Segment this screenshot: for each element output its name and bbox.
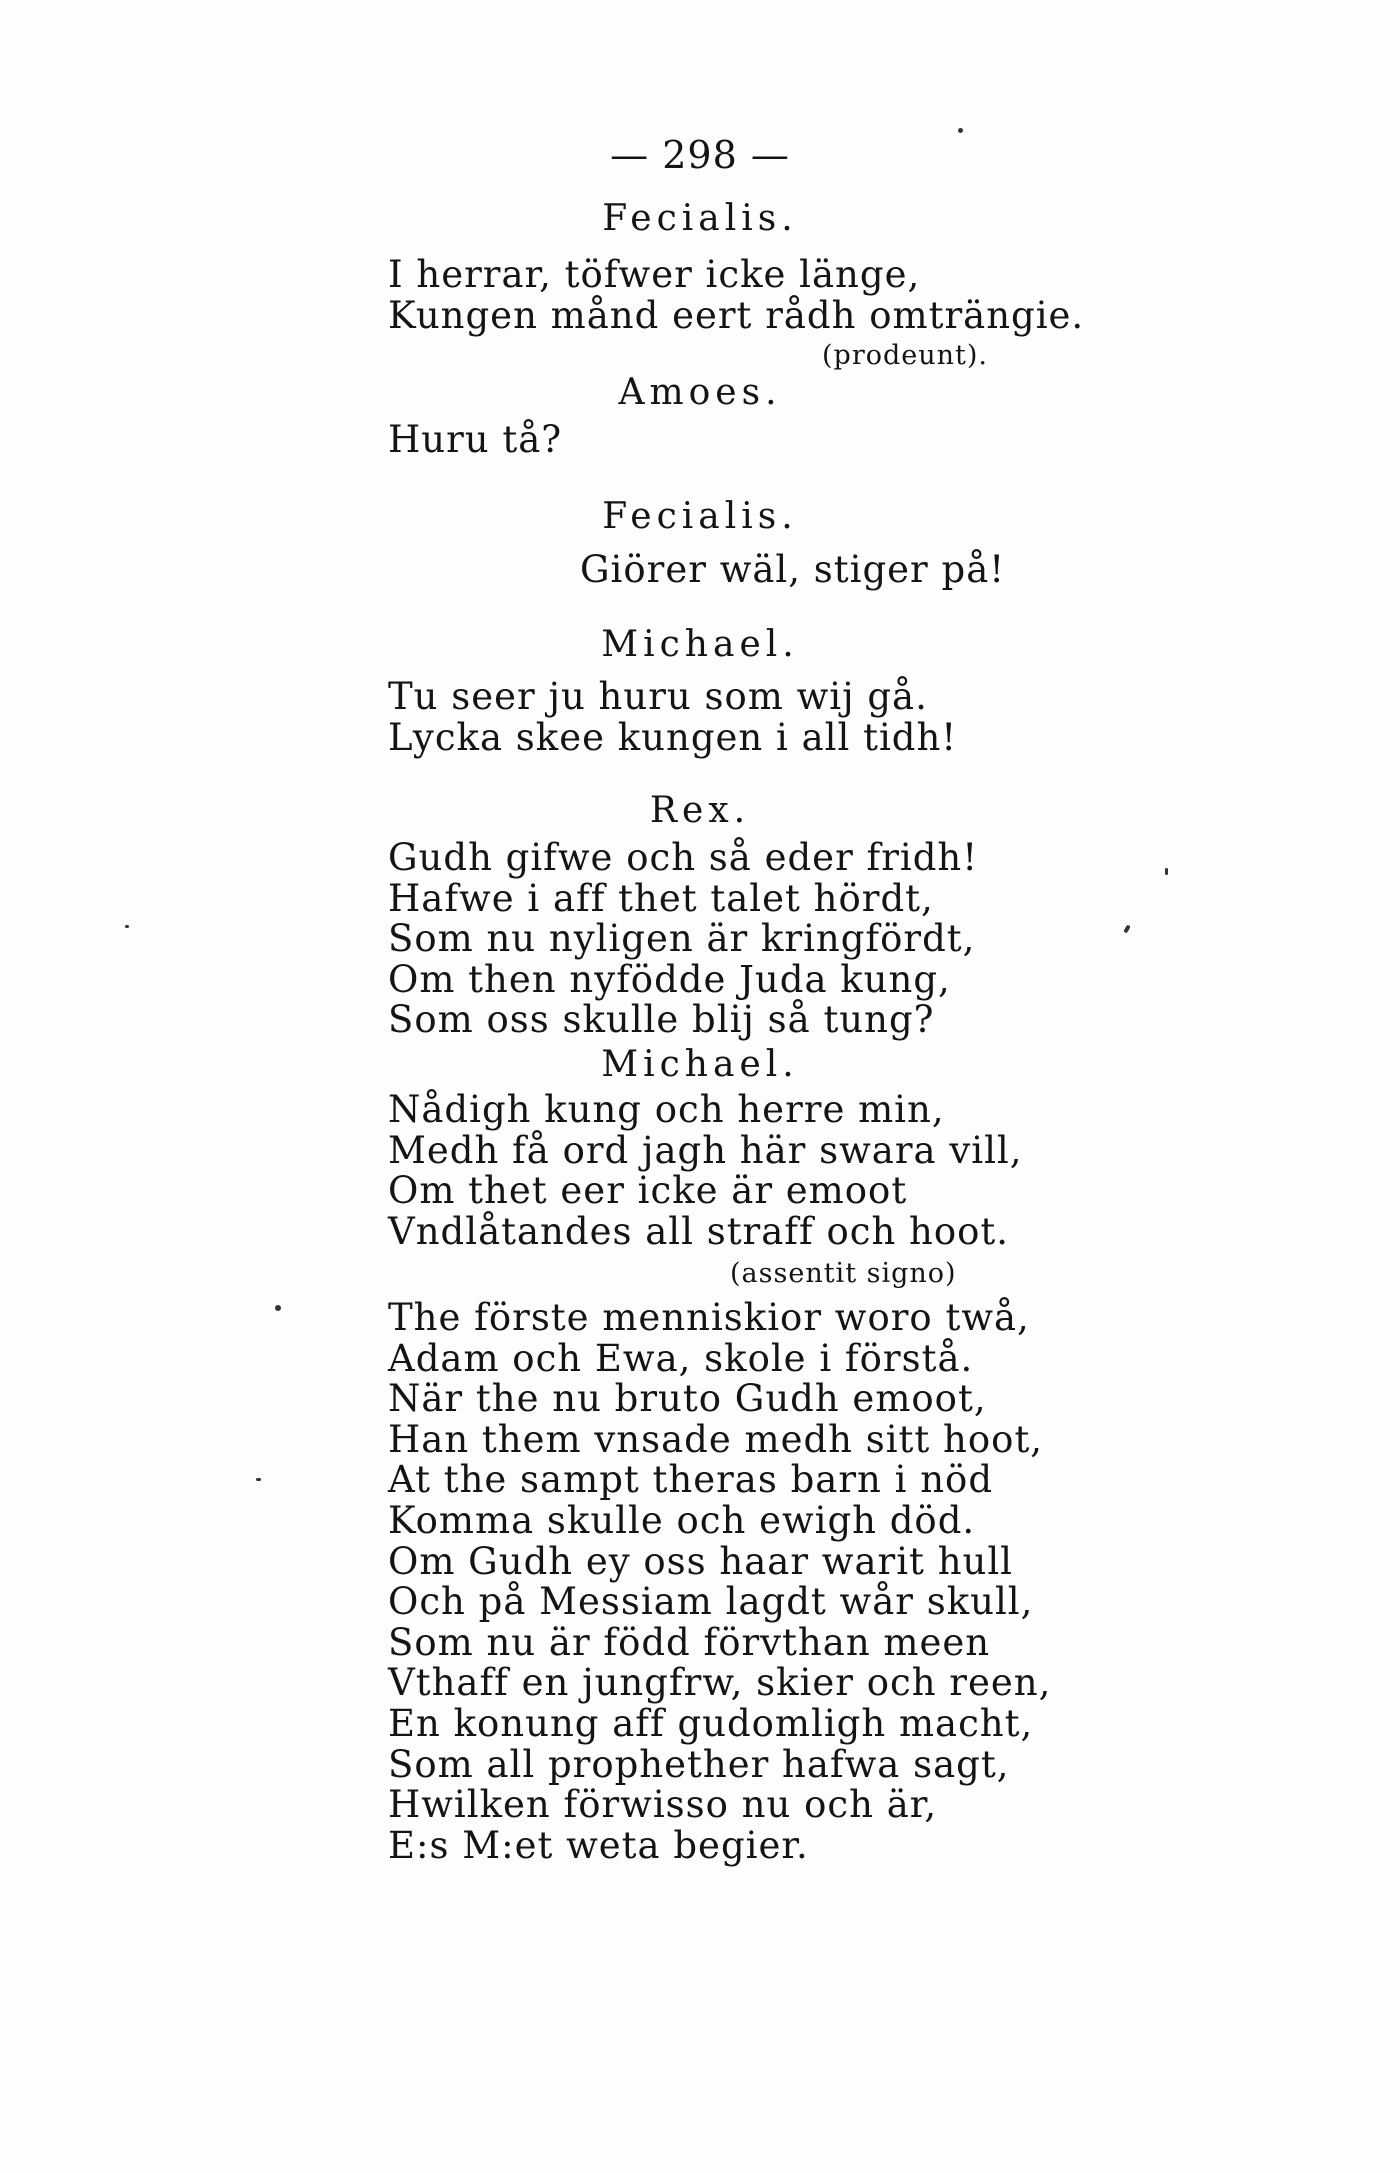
scan-speck [256,1478,261,1481]
verse-line: Som nu är född förvthan meen [388,1620,991,1664]
verse-fecialis-1 [388,255,1084,336]
verse-line: Om then nyfödde Juda kung, [388,957,951,1001]
verse-line: Som nu nyligen är kringfördt, [388,917,976,961]
verse-line: E:s M:et weta begier. [388,1823,809,1867]
verse-line: Hwilken förwisso nu och är, [388,1783,938,1827]
verse-line: I herrar, töfwer icke länge, [388,253,921,296]
verse-michael-1 [388,677,957,758]
verse-line: Nådigh kung och herre min, [388,1088,945,1131]
speaker-fecialis-2: Fecialis. [602,496,798,537]
stage-direction-prodeunt: (prodeunt). [822,340,988,371]
verse-line: At the sampt theras barn i nöd [388,1458,993,1502]
verse-line: När the nu bruto Gudh emoot, [388,1377,987,1421]
scan-speck [125,925,129,928]
verse-fecialis-2-line: Giörer wäl, stiger på! [580,548,1006,591]
verse-line: Om Gudh ey oss haar warit hull [388,1539,1014,1583]
speaker-rex: Rex. [649,790,751,831]
verse-line: Kungen månd eert rådh omträngie. [388,293,1085,337]
scan-speck [958,128,963,133]
verse-line: Han them vnsade medh sitt hoot, [388,1417,1044,1461]
verse-michael-2 [388,1090,1023,1252]
verse-rex [388,838,978,1041]
verse-line: Tu seer ju huru som wij gå. [388,675,928,718]
verse-amoes-line: Huru tå? [388,418,563,461]
verse-line: The förste menniskior woro twå, [388,1296,1030,1339]
verse-line: Om thet eer icke är emoot [388,1169,908,1213]
verse-line: Gudh gifwe och så eder fridh! [388,836,979,879]
scan-speck [1165,868,1168,875]
verse-line: Som all prophether hafwa sagt, [388,1742,1010,1786]
verse-line: Adam och Ewa, skole i förstå. [388,1336,974,1380]
speaker-michael-2: Michael. [601,1044,799,1085]
verse-line: Vthaff en jungfrw, skier och reen, [388,1661,1052,1705]
verse-line: Och på Messiam lagdt wår skull, [388,1580,1034,1624]
verse-line: En konung aff gudomligh macht, [388,1701,1034,1745]
verse-line: Vndlåtandes all straff och hoot. [388,1209,1010,1253]
page-number: — 298 — [610,133,790,177]
speaker-michael: Michael. [601,624,799,665]
speaker-fecialis: Fecialis. [602,198,798,239]
scan-speck [1123,925,1130,934]
verse-line: Medh få ord jagh här swara vill, [388,1128,1023,1172]
verse-line: Som oss skulle blij så tung? [388,998,935,1042]
verse-line: Hafwe i aff thet talet hördt, [388,876,934,920]
stage-direction-assentit: (assentit signo) [730,1258,957,1289]
speaker-amoes: Amoes. [618,372,782,413]
verse-line: Komma skulle och ewigh död. [388,1498,976,1542]
scan-speck [275,1305,281,1311]
verse-michael-3 [388,1298,1051,1866]
verse-line: Lycka skee kungen i all tidh! [388,715,958,759]
